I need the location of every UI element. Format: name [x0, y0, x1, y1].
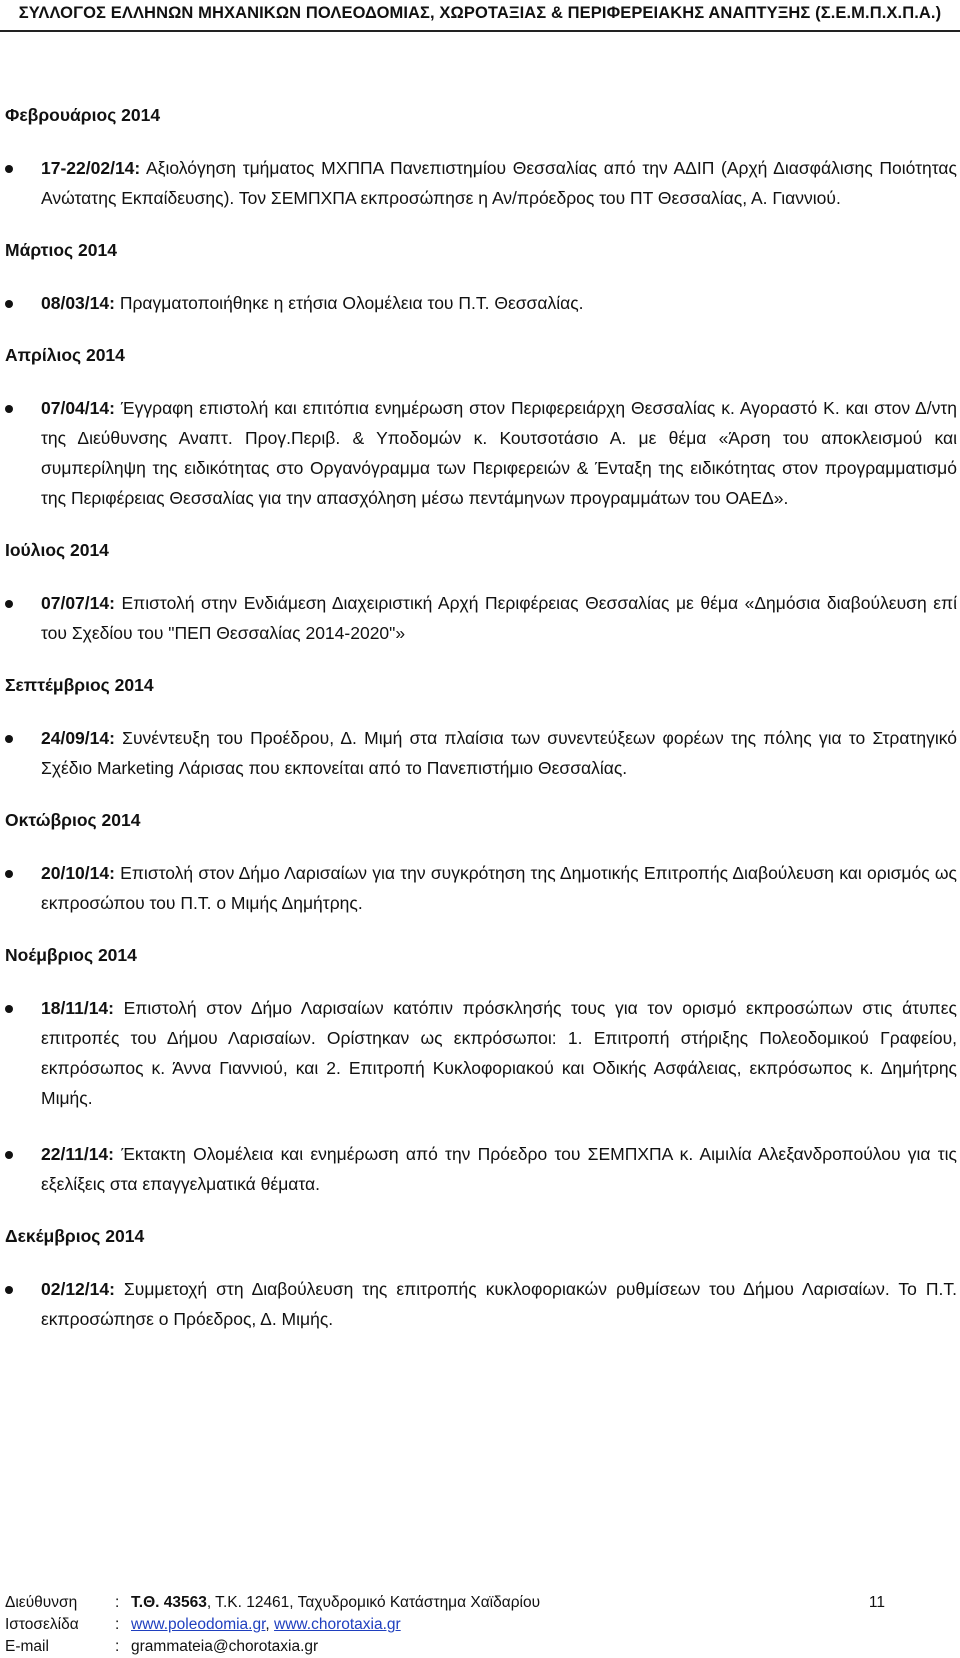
bullet-icon — [5, 735, 13, 743]
month-section-july — [5, 539, 955, 648]
bullet-icon — [5, 870, 13, 878]
bullet-icon — [5, 1005, 13, 1013]
bullet-icon — [5, 405, 13, 413]
entry-date: 22/11/14: — [41, 1144, 114, 1164]
entry-text: Έγγραφη επιστολή και επιτόπια ενημέρωση στον Περιφερειάρχη Θεσσαλίας κ. Αγοραστό Κ. και στον Δ/ντη της Διεύθυνσης Αναπτ. Προγ.Περιβ. & Υποδομών κ. Κουτσοτάσιο Α. με θέμα «Άρση του αποκλεισμού και συμπερίληψη της ειδικότητας στο Οργανόγραμμα των Περιφερειών & Ένταξη της ειδικότητας στον προγραμματισμό της Περιφέρειας Θεσσαλίας για την απασχόληση μέσω πεντάμηνων προγραμμάτων του ΟΑΕΔ». — [41, 398, 957, 508]
website-link-poleodomia[interactable]: www.poleodomia.gr — [131, 1616, 266, 1633]
entry-date: 18/11/14: — [41, 998, 114, 1018]
entry-date: 02/12/14: — [41, 1279, 115, 1299]
list-item — [5, 153, 957, 213]
bullet-icon — [5, 300, 13, 308]
footer-website-value — [131, 1614, 885, 1636]
entry-date: 17-22/02/14: — [41, 158, 141, 178]
entry-text: Αξιολόγηση τμήματος ΜΧΠΠΑ Πανεπιστημίου Θεσσαλίας από την ΑΔΙΠ (Αρχή Διασφάλισης Ποιότητας Ανώτατης Εκπαίδευσης). Τον ΣΕΜΠΧΠΑ εκπροσώπησε η Αν/πρόεδρος του ΠΤ Θεσσαλίας, Α. Γιαννιού. — [41, 158, 957, 208]
month-section-december — [5, 1225, 955, 1334]
bullet-icon — [5, 1286, 13, 1294]
header-divider — [0, 30, 960, 32]
list-item — [5, 393, 957, 513]
month-heading: Σεπτέμβριος 2014 — [5, 675, 154, 695]
month-heading: Νοέμβριος 2014 — [5, 945, 137, 965]
entry-date: 07/07/14: — [41, 593, 115, 613]
document-body — [5, 104, 955, 1360]
month-section-september — [5, 674, 955, 783]
page-header: ΣΥΛΛΟΓΟΣ ΕΛΛΗΝΩΝ ΜΗΧΑΝΙΚΩΝ ΠΟΛΕΟΔΟΜΙΑΣ, ΧΩΡΟΤΑΞΙΑΣ & ΠΕΡΙΦΕΡΕΙΑΚΗΣ ΑΝΑΠΤΥΞΗΣ (Σ.Ε.Μ.Π.Χ.Π.Α.) — [18, 4, 942, 22]
entry-text: Συνέντευξη του Προέδρου, Δ. Μιμή στα πλαίσια των συνεντεύξεων φορέων της πόλης για το Στρατηγικό Σχέδιο Marketing Λάρισας που εκπονείται από το Πανεπιστήμιο Θεσσαλίας. — [41, 728, 957, 778]
month-section-february — [5, 104, 955, 213]
list-item — [5, 288, 957, 318]
month-heading: Φεβρουάριος 2014 — [5, 105, 161, 125]
month-heading: Δεκέμβριος 2014 — [5, 1226, 145, 1246]
bullet-icon — [5, 1151, 13, 1159]
entry-date: 24/09/14: — [41, 728, 115, 748]
month-section-march — [5, 239, 955, 318]
list-item — [5, 858, 957, 918]
entry-text: Έκτακτη Ολομέλεια και ενημέρωση από την Πρόεδρο του ΣΕΜΠΧΠΑ κ. Αιμιλία Αλεξανδροπούλου για τις εξελίξεις στα επαγγελματικά θέματα. — [41, 1144, 957, 1194]
footer-separator: : — [115, 1594, 120, 1611]
month-section-november — [5, 944, 955, 1199]
footer-address-row — [5, 1592, 885, 1614]
bullet-icon — [5, 165, 13, 173]
month-heading: Μάρτιος 2014 — [5, 240, 117, 260]
month-heading: Οκτώβριος 2014 — [5, 810, 141, 830]
page-number: 11 — [868, 1594, 885, 1611]
entry-text: Επιστολή στον Δήμο Λαρισαίων κατόπιν πρόσκλησής τους για τον ορισμό εκπροσώπων στις άτυπες επιτροπές του Δήμου Λαρισαίων. Ορίστηκαν ως εκπρόσωποι: 1. Επιτροπή στήριξης Πολεοδομικού Γραφείου, εκπρόσωπος κ. Άννα Γιαννιού, και 2. Επιτροπή Κυκλοφοριακού και Οδικής Ασφάλειας, εκπρόσωπος κ. Δημήτρης Μιμής. — [41, 998, 957, 1108]
entry-text: Συμμετοχή στη Διαβούλευση της επιτροπής κυκλοφοριακών ρυθμίσεων του Δήμου Λαρισαίων. Το Π.Τ. εκπροσώπησε ο Πρόεδρος, Δ. Μιμής. — [41, 1279, 957, 1329]
entry-text: Επιστολή στον Δήμο Λαρισαίων για την συγκρότηση της Δημοτικής Επιτροπής Διαβούλευση και ορισμός ως εκπροσώπου του Π.Τ. ο Μιμής Δημήτρης. — [41, 863, 957, 913]
month-heading: Απρίλιος 2014 — [5, 345, 125, 365]
website-link-chorotaxia[interactable]: www.chorotaxia.gr — [274, 1616, 401, 1633]
entry-date: 07/04/14: — [41, 398, 115, 418]
footer-address-label: Διεύθυνση — [5, 1594, 78, 1611]
entry-date: 08/03/14: — [41, 293, 115, 313]
footer-po-box: Τ.Θ. 43563 — [131, 1594, 207, 1611]
list-item — [5, 723, 957, 783]
entry-text: Πραγματοποιήθηκε η ετήσια Ολομέλεια του Π.Τ. Θεσσαλίας. — [114, 293, 584, 313]
bullet-icon — [5, 600, 13, 608]
entry-text: Επιστολή στην Ενδιάμεση Διαχειριστική Αρχή Περιφέρειας Θεσσαλίας με θέμα «Δημόσια διαβούλευση επί του Σχεδίου του "ΠΕΠ Θεσσαλίας 2014-2020"» — [41, 593, 957, 643]
footer-address-rest: , Τ.Κ. 12461, Ταχυδρομικό Κατάστημα Χαϊδαρίου — [206, 1594, 541, 1611]
entry-date: 20/10/14: — [41, 863, 115, 883]
month-section-april — [5, 344, 955, 513]
footer-website-row — [5, 1614, 885, 1636]
page-footer — [5, 1592, 885, 1658]
footer-email-value[interactable]: grammateia@chorotaxia.gr — [131, 1638, 319, 1655]
list-item — [5, 993, 957, 1113]
footer-email-label: E-mail — [5, 1638, 49, 1655]
footer-separator: : — [115, 1638, 120, 1655]
month-heading: Ιούλιος 2014 — [5, 540, 109, 560]
footer-email-row — [5, 1636, 885, 1658]
month-section-october — [5, 809, 955, 918]
list-item — [5, 588, 957, 648]
list-item — [5, 1274, 957, 1334]
footer-address-value — [131, 1592, 885, 1614]
list-item — [5, 1139, 957, 1199]
footer-separator: : — [115, 1616, 120, 1633]
footer-website-label: Ιστοσελίδα — [5, 1616, 79, 1633]
footer-website-separator: , — [265, 1616, 275, 1633]
